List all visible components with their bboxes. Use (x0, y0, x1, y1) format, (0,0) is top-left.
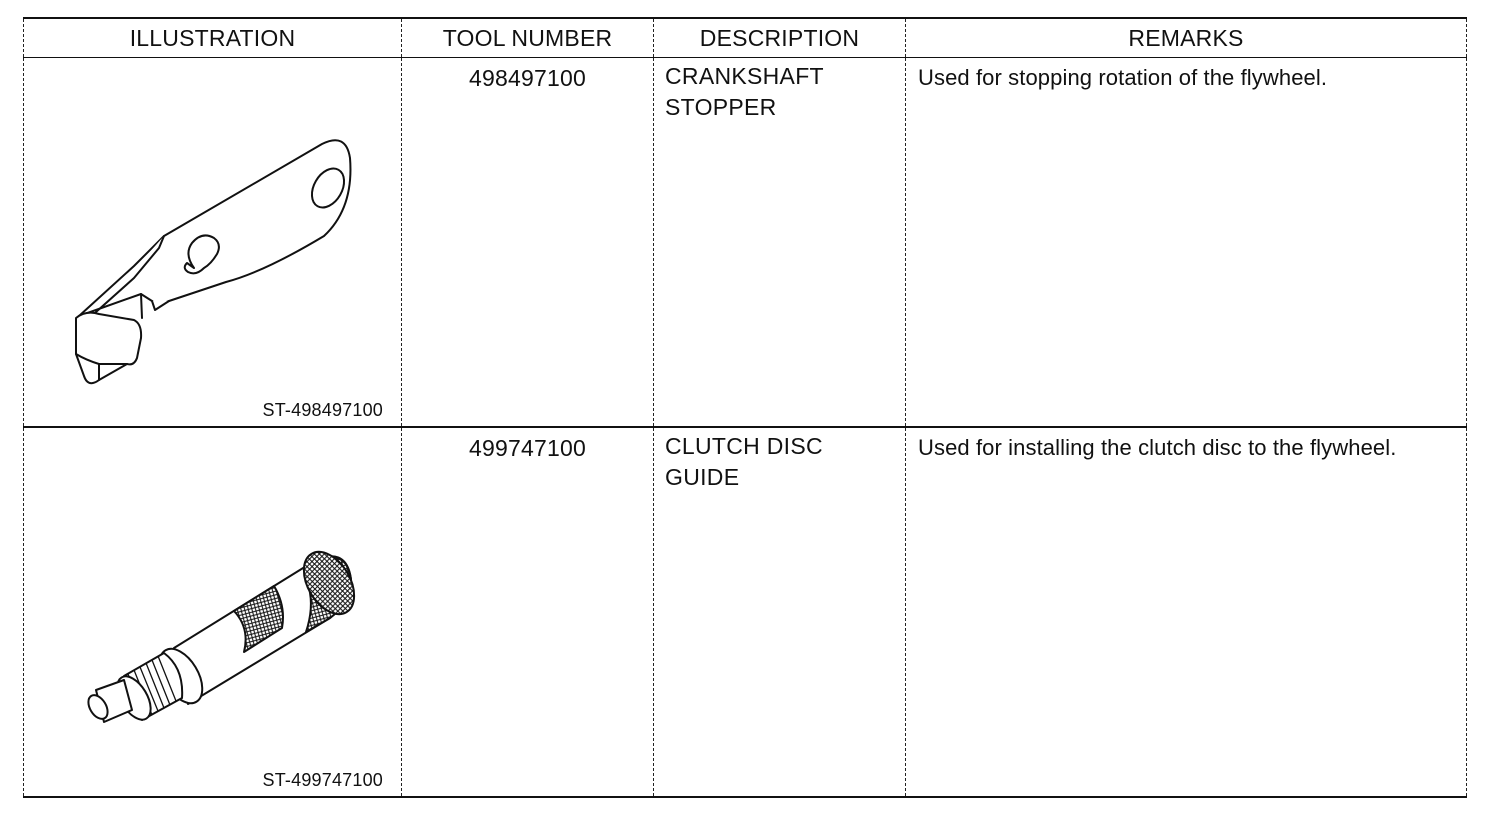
header-illustration: ILLUSTRATION (24, 18, 402, 58)
special-tools-table (23, 17, 1467, 798)
remarks-cell (906, 58, 1467, 428)
table-header-row (24, 18, 1467, 58)
tool-number-cell (402, 427, 654, 797)
illustration-cell (24, 427, 402, 797)
description-line: CLUTCH DISC (665, 433, 823, 459)
illustration-cell (24, 58, 402, 428)
illustration-code: ST-498497100 (262, 400, 383, 420)
clutch-disc-guide-icon (24, 428, 402, 796)
tool-number: 499747100 (469, 435, 586, 461)
remarks: Used for installing the clutch disc to the flywheel. (918, 435, 1397, 460)
description (654, 58, 905, 123)
description-cell (654, 58, 906, 428)
tool-number-cell (402, 58, 654, 428)
header-tool-number: TOOL NUMBER (402, 18, 654, 58)
table-row (24, 58, 1467, 428)
illustration-code: ST-499747100 (262, 770, 383, 790)
description-line: GUIDE (665, 464, 740, 490)
description (654, 428, 905, 493)
special-tools-sheet (23, 17, 1466, 795)
header-description: DESCRIPTION (654, 18, 906, 58)
description-line: STOPPER (665, 94, 777, 120)
description-cell (654, 427, 906, 797)
crankshaft-stopper-icon (24, 58, 402, 426)
table-row (24, 427, 1467, 797)
tool-number: 498497100 (469, 65, 586, 91)
header-remarks: REMARKS (906, 18, 1467, 58)
remarks: Used for stopping rotation of the flywheel. (918, 65, 1328, 90)
remarks-cell (906, 427, 1467, 797)
description-line: CRANKSHAFT (665, 63, 824, 89)
